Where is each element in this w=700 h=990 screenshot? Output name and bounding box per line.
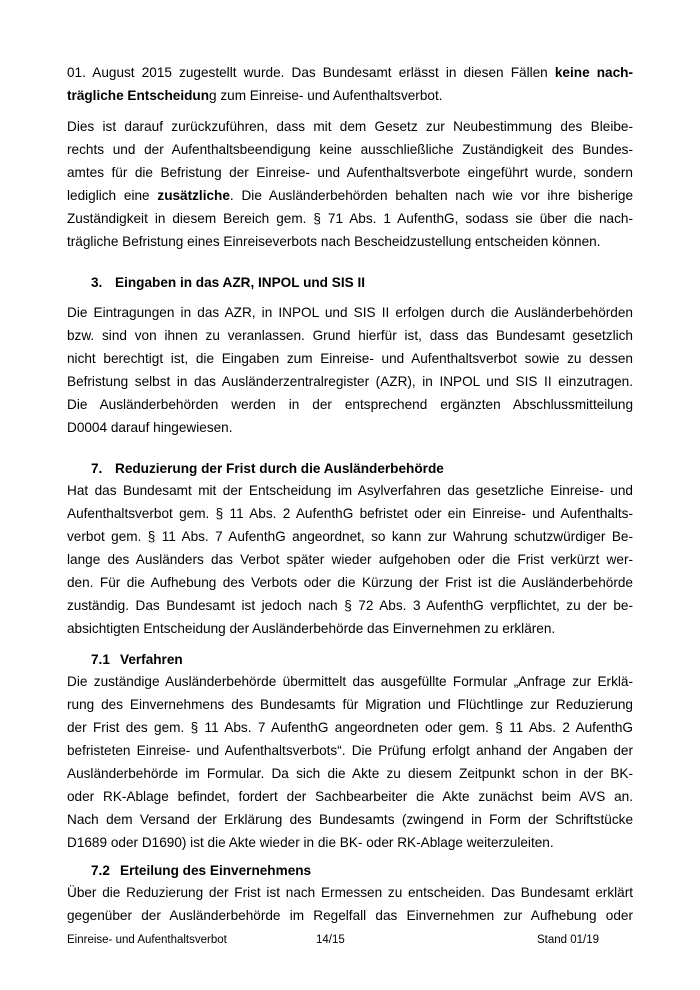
text-line: D1689 oder D1690) ist die Akte wieder in die BK- oder RK-Ablage weiterzuleiten.	[67, 835, 554, 850]
text-line: Über die Reduzierung der Frist ist nach Ermessen zu entscheiden. Das Bundesamt erklärt	[67, 885, 633, 900]
text-line: Dies ist darauf zurückzuführen, dass mit dem Gesetz zur Neubestimmung des Bleibe-	[67, 119, 633, 134]
section-title: Reduzierung der Frist durch die Ausländerbehörde	[115, 461, 444, 476]
text-line: bzw. sind von ihnen zu veranlassen. Grund hierfür ist, dass das Bundesamt gesetzlich	[67, 328, 633, 343]
footer-version: Stand 01/19	[537, 934, 600, 946]
paragraph-reduzierung	[67, 479, 633, 640]
paragraph-intro	[67, 61, 633, 107]
text-line: Aufenthaltsverbot gem. § 11 Abs. 2 AufenthG befristet oder ein Einreise- und Aufenthalts-	[67, 506, 633, 521]
text-line: Zuständigkeit in diesem Bereich gem. § 71 Abs. 1 AufenthG, sodass sie über die nach-	[67, 211, 633, 226]
section-number: 7.1	[91, 652, 110, 667]
section-title: Eingaben in das AZR, INPOL und SIS II	[115, 275, 365, 290]
text-line: den. Für die Aufhebung des Verbots oder die Kürzung der Frist ist die Ausländerbehörde	[67, 575, 633, 590]
text-line: nicht berechtigt ist, die Eingaben zum Einreise- und Aufenthaltsverbot sowie zu dessen	[67, 351, 633, 366]
text-line: Die Ausländerbehörden werden in der entsprechend ergänzten Abschlussmitteilung	[67, 397, 633, 412]
text-line: verbot gem. § 11 Abs. 7 AufenthG angeordnet, so kann zur Wahrung schutzwürdiger Be-	[67, 529, 633, 544]
section-number: 3.	[91, 275, 103, 290]
text-line: Befristung selbst in das Ausländerzentralregister (AZR), in INPOL und SIS II einzutragen.	[67, 374, 633, 389]
text-line: 01. August 2015 zugestellt wurde. Das Bundesamt erlässt in diesen Fällen keine nach-	[67, 65, 634, 80]
text-line: amtes für die Befristung der Einreise- und Aufenthaltsverbote eingeführt wurde, sondern	[67, 165, 633, 180]
text-line: Nach dem Versand der Erklärung des Bundesamts (zwingend in Form der Schriftstücke	[67, 812, 633, 827]
text-line: Hat das Bundesamt mit der Entscheidung im Asylverfahren das gesetzliche Einreise- und	[67, 483, 633, 498]
text-line: Die Eintragungen in das AZR, in INPOL und SIS II erfolgen durch die Ausländerbehörden	[67, 305, 633, 320]
text-line: oder RK-Ablage befindet, fordert der Sachbearbeiter die Akte zunächst beim AVS an.	[67, 789, 633, 804]
text-line: lediglich eine zusätzliche. Die Ausländerbehörden behalten nach wie vor ihre bisherige	[67, 188, 634, 203]
section-heading-7	[91, 459, 444, 479]
text-line: gegenüber der Ausländerbehörde im Regelfall das Einvernehmen zur Aufhebung oder	[67, 908, 633, 923]
text-line: befristeten Einreise- und Aufenthaltsverbots“. Die Prüfung erfolgt anhand der Angaben der	[67, 743, 633, 758]
section-title: Erteilung des Einvernehmens	[120, 863, 312, 878]
section-title: Verfahren	[120, 652, 183, 667]
text-line: lange des Ausländers das Verbot später wieder aufgehoben oder die Frist verkürzt wer-	[67, 552, 633, 567]
text-line: Ausländerbehörde im Formular. Da sich die Akte zu diesem Zeitpunkt schon in der BK-	[67, 766, 633, 781]
paragraph-eingaben	[67, 301, 633, 439]
paragraph-verfahren	[67, 670, 633, 854]
text-line: trägliche Entscheidung zum Einreise- und Aufenthaltsverbot.	[67, 88, 443, 103]
footer-title: Einreise- und Aufenthaltsverbot	[67, 934, 227, 946]
text-line: rung des Einvernehmens des Bundesamts für Migration und Flüchtlinge zur Reduzierung	[67, 697, 633, 712]
section-number: 7.2	[91, 863, 110, 878]
text-line: Die zuständige Ausländerbehörde übermittelt das ausgefüllte Formular „Anfrage zur Erklä-	[67, 674, 633, 689]
section-heading-7-1	[91, 650, 183, 670]
text-line: rechts und der Aufenthaltsbeendigung keine ausschließliche Zuständigkeit des Bundes-	[67, 142, 633, 157]
text-line: D0004 darauf hingewiesen.	[67, 420, 233, 435]
text-line: zuständig. Das Bundesamt ist jedoch nach § 72 Abs. 3 AufenthG verpflichtet, zu der be-	[67, 598, 633, 613]
text-line: trägliche Befristung eines Einreiseverbots nach Bescheidzustellung entscheiden können.	[67, 234, 601, 249]
text-line: der Frist des gem. § 11 Abs. 7 AufenthG angeordneten oder gem. § 11 Abs. 2 AufenthG	[67, 720, 633, 735]
section-heading-3	[91, 273, 365, 293]
footer-page-number: 14/15	[316, 934, 345, 946]
text-line: absichtigten Entscheidung der Ausländerbehörde das Einvernehmen zu erklären.	[67, 621, 556, 636]
section-heading-7-2	[91, 861, 311, 881]
paragraph-zustaendigkeit	[67, 115, 633, 253]
paragraph-einvernehmen	[67, 881, 633, 927]
section-number: 7.	[91, 461, 103, 476]
